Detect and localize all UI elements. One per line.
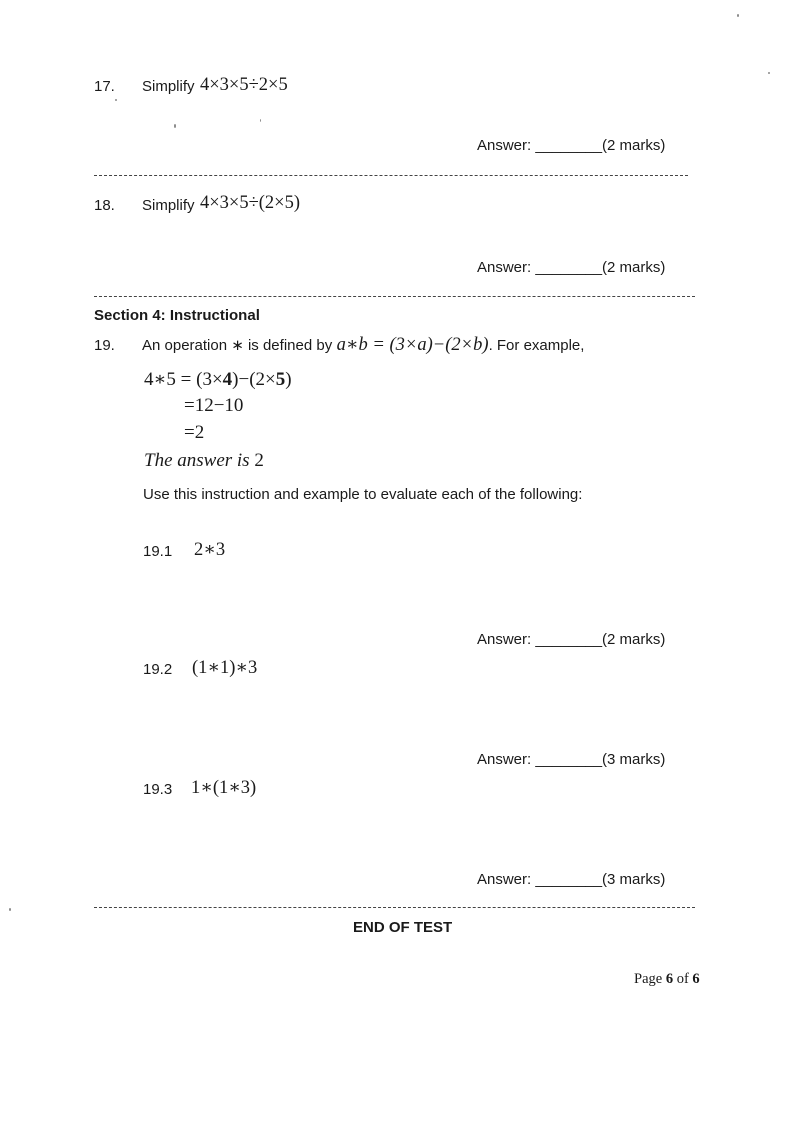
example-answer-number: 2 xyxy=(254,450,264,471)
of-word: of xyxy=(676,971,689,987)
example-line-4 xyxy=(144,450,264,472)
q18-answer-line: Answer: ________ xyxy=(477,259,603,276)
q19-instruction: Use this instruction and example to evaluate each of the following: xyxy=(143,486,583,503)
q19-intro-text: An operation ∗ is defined by xyxy=(142,337,333,354)
q17-expression: 4×3×5÷2×5 xyxy=(200,75,288,95)
page-number: 6 xyxy=(665,971,674,987)
part-19-3-number: 19.3 xyxy=(143,781,173,798)
part-19-2-answer-line: Answer: ________ xyxy=(477,751,603,768)
scan-speck xyxy=(9,908,11,911)
example-line-2: =12−10 xyxy=(184,395,244,416)
q17-marks: (2 marks) xyxy=(602,137,666,154)
example-line-3: =2 xyxy=(184,422,205,443)
q19-definition: a∗b = (3×a)−(2×b) xyxy=(336,335,489,355)
scan-speck xyxy=(768,72,770,74)
q17-number: 17. xyxy=(94,78,115,95)
page-word: Page xyxy=(634,971,663,987)
example-line-1-a: 4∗5 = (3× xyxy=(144,369,223,390)
q17-label: Simplify xyxy=(142,78,195,95)
q18-label: Simplify xyxy=(142,197,195,214)
q17-answer-line: Answer: ________ xyxy=(477,137,603,154)
part-19-2-marks: (3 marks) xyxy=(602,751,666,768)
scan-speck xyxy=(260,119,261,122)
page-total: 6 xyxy=(692,971,700,987)
q18-number: 18. xyxy=(94,197,115,214)
q18-expression: 4×3×5÷(2×5) xyxy=(200,193,301,213)
example-line-1-c: )−(2× xyxy=(232,369,276,390)
part-19-3-expression: 1∗(1∗3) xyxy=(191,778,257,798)
page-footer xyxy=(634,971,700,988)
example-answer-text: The answer is xyxy=(144,450,250,471)
q19-intro-end: . For example, xyxy=(488,337,585,354)
example-line-1 xyxy=(144,368,292,391)
example-line-1-e: ) xyxy=(285,369,292,390)
part-19-2-expression: (1∗1)∗3 xyxy=(192,658,258,678)
section-heading: Section 4: Instructional xyxy=(94,307,260,324)
part-19-1-expression: 2∗3 xyxy=(194,540,226,560)
part-19-1-marks: (2 marks) xyxy=(602,631,666,648)
scan-speck xyxy=(115,99,117,101)
part-19-3-marks: (3 marks) xyxy=(602,871,666,888)
part-19-1-number: 19.1 xyxy=(143,543,173,560)
scan-speck xyxy=(737,14,739,17)
scan-speck xyxy=(174,124,176,128)
example-line-1-b: 4 xyxy=(222,369,233,390)
q19-number: 19. xyxy=(94,337,115,354)
part-19-1-answer-line: Answer: ________ xyxy=(477,631,603,648)
divider xyxy=(94,907,695,908)
q19-intro xyxy=(142,334,584,356)
divider xyxy=(94,296,695,297)
part-19-3-answer-line: Answer: ________ xyxy=(477,871,603,888)
part-19-2-number: 19.2 xyxy=(143,661,173,678)
q18-marks: (2 marks) xyxy=(602,259,666,276)
end-of-test: END OF TEST xyxy=(353,919,453,936)
example-line-1-d: 5 xyxy=(275,369,286,390)
divider xyxy=(94,175,688,176)
